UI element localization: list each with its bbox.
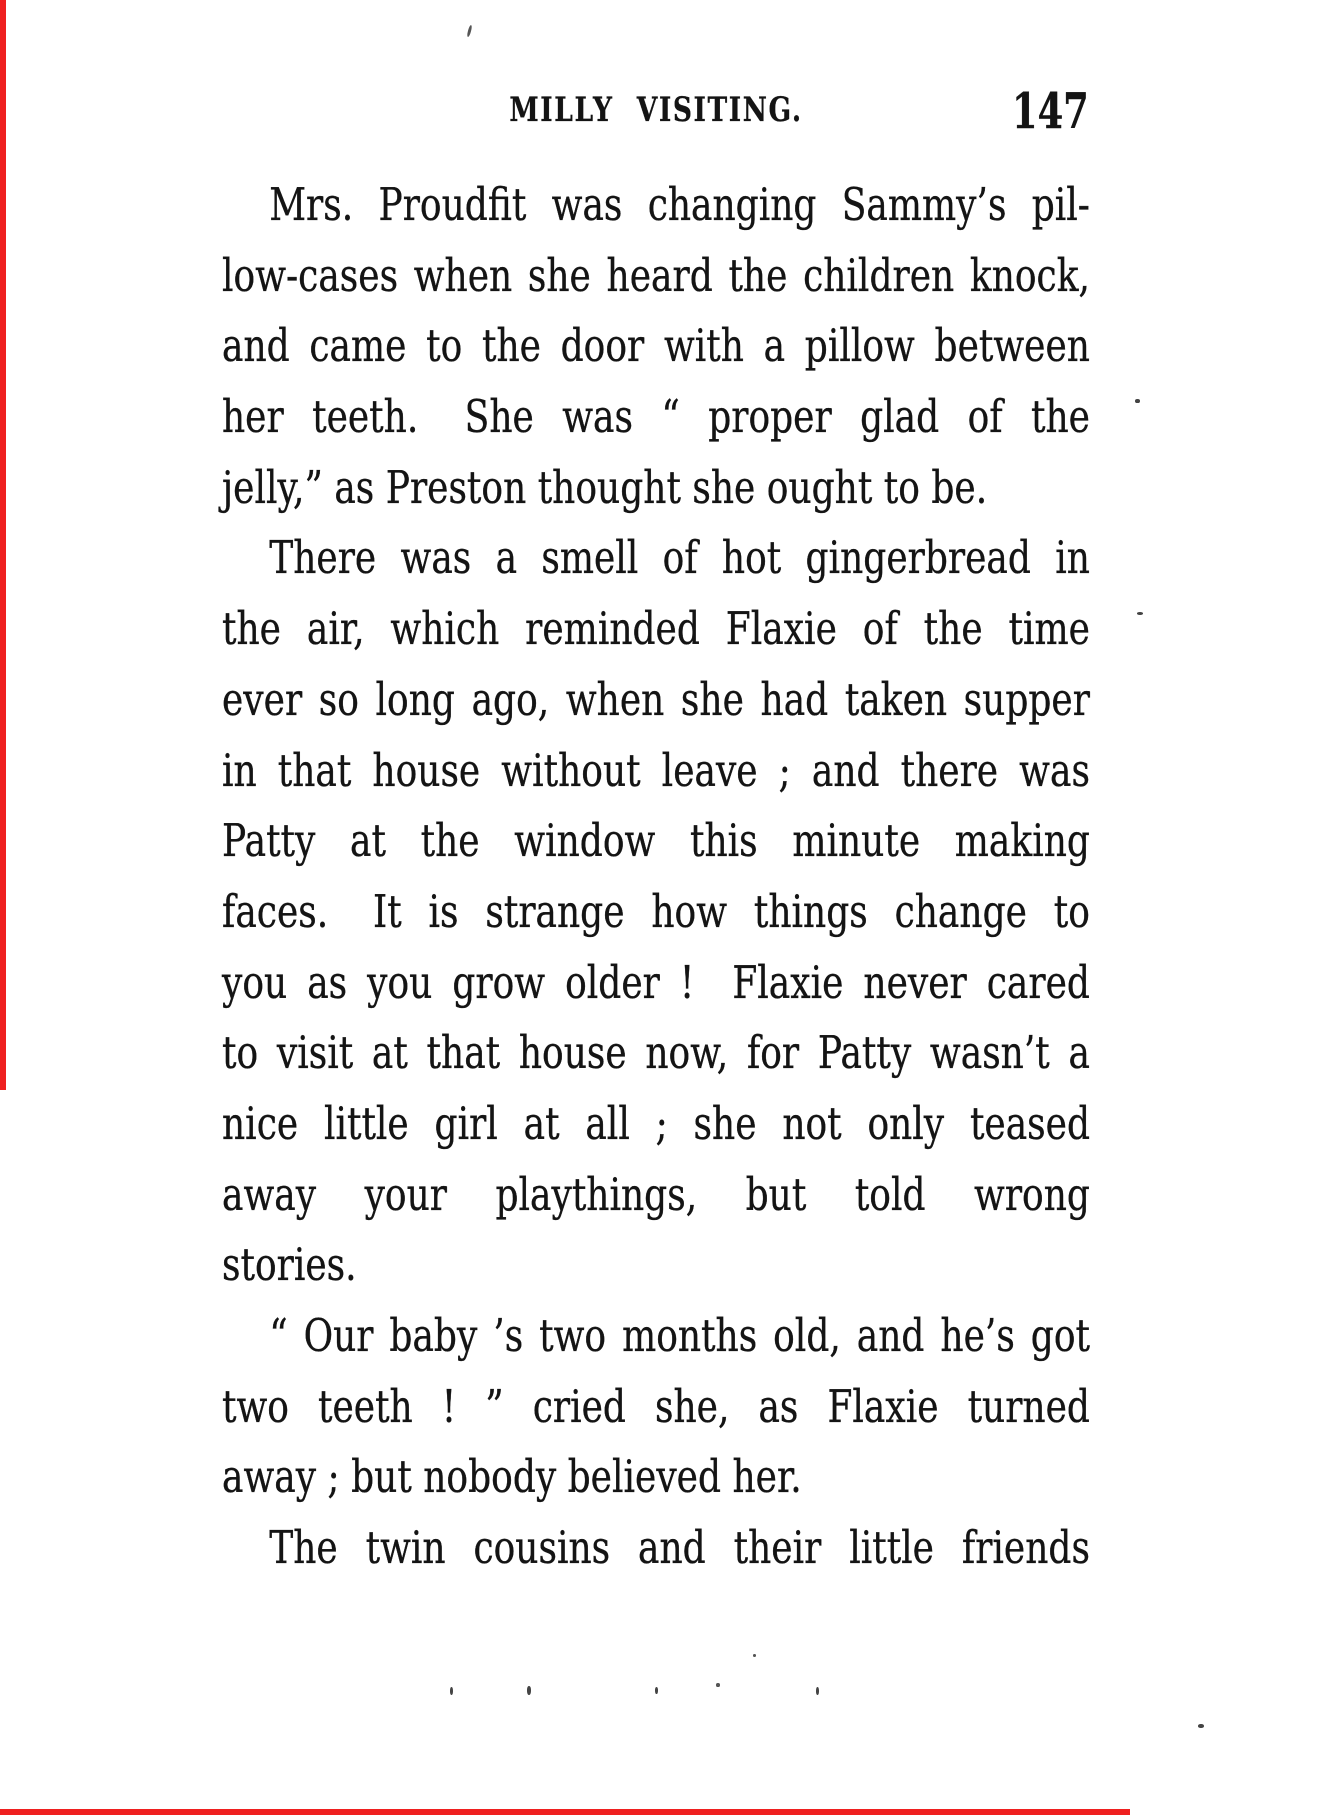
text-line: The twin cousins and their little friends: [269, 1521, 1090, 1575]
text-line: Patty at the window this minute making: [222, 814, 1090, 868]
text-line: jelly,” as Preston thought she ought to be.: [222, 460, 988, 514]
text-line: and came to the door with a pillow between: [222, 319, 1090, 373]
body-text: [222, 170, 1307, 1584]
text-line: to visit at that house now, for Patty wasn’t a: [222, 1026, 1090, 1080]
text-line: stories.: [222, 1238, 357, 1292]
ink-speck: [466, 25, 472, 37]
text-line: you as you grow older ! Flaxie never cared: [222, 955, 1090, 1009]
text-line: in that house without leave ; and there was: [222, 743, 1090, 797]
page-number-text: 147: [1012, 82, 1089, 140]
text-line: nice little girl at all ; she not only teased: [222, 1096, 1090, 1150]
ink-speck: [527, 1686, 531, 1695]
text-line: low-cases when she heard the children knock,: [222, 248, 1090, 302]
ink-speck: [655, 1687, 658, 1694]
ink-speck: [450, 1687, 453, 1695]
running-title: [176, 90, 1136, 130]
ink-speck: [816, 1687, 819, 1695]
text-line: There was a smell of hot gingerbread in: [269, 531, 1090, 585]
ink-speck: [1198, 1724, 1204, 1728]
text-line: two teeth ! ” cried she, as Flaxie turned: [222, 1379, 1090, 1433]
ink-speck: [1135, 399, 1140, 403]
ink-speck: [1137, 612, 1143, 615]
text-line: her teeth. She was “ proper glad of the: [222, 390, 1090, 444]
ink-speck: [716, 1683, 720, 1687]
text-line: Mrs. Proudfit was changing Sammy’s pil-: [269, 178, 1090, 231]
page-number: [1012, 82, 1114, 140]
text-line: faces. It is strange how things change to: [222, 884, 1090, 938]
text-line: the air, which reminded Flaxie of the time: [222, 602, 1090, 656]
text-line: ever so long ago, when she had taken supper: [222, 672, 1090, 726]
text-line: “ Our baby ’s two months old, and he’s got: [269, 1309, 1090, 1362]
running-title-text: MILLY VISITING.: [509, 90, 803, 130]
ink-speck: [753, 1654, 756, 1657]
red-scan-mark-bottom: [0, 1809, 1130, 1815]
text-line: away ; but nobody believed her.: [222, 1450, 802, 1504]
red-scan-mark-left: [0, 0, 6, 1090]
text-line: away your playthings, but told wrong: [222, 1167, 1090, 1221]
